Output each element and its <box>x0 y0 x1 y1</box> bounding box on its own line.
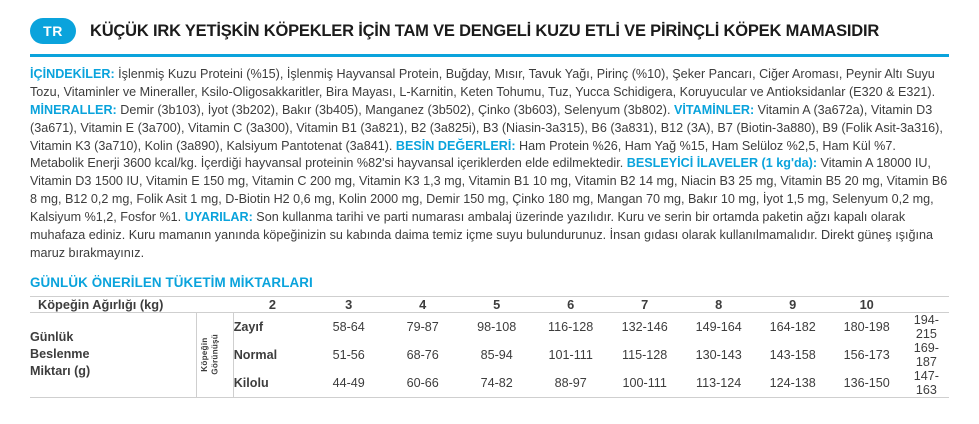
cell-1-0: 51-56 <box>332 347 365 362</box>
cell-2-4: 100-111 <box>622 375 667 390</box>
page-title: KÜÇÜK IRK YETİŞKİN KÖPEKLER İÇİN TAM VE DENGELİ KUZU ETLİ VE PİRİNÇLİ KÖPEK MAMASIDIR <box>90 21 880 40</box>
cell-0-0: 58-64 <box>332 319 365 334</box>
ingredients-paragraph: İÇİNDEKİLER: İşlenmiş Kuzu Proteini (%15), İşlenmiş Hayvansal Protein, Buğday, Mısır, Tavuk Yağı, Pirinç (%10), Şeker Pancarı, Ciğer Aroması, Peynir Altı Suyu Tozu, Vitaminler ve Mineraller, Ksilo-Oligosakkaritler, Bira Mayası, L-Karnitin, Keten Tohumu, Tuz, Yucca Schidigera, Koruyucular ve Antioksidanlar (E320 & E321). MİNERALLER: Demir (3b103), İyot (3b202), Bakır (3b405), Manganez (3b502), Çinko (3b603), Selenyum (3b802). VİTAMİNLER: Vitamin A (3a672a), Vitamin D3 (3a671), Vitamin E (3a700), Vitamin C (3a300), Vitamin B1 (3a821), B2 (3a825i), B3 (Niasin-3a315), B6 (3a831), B12 (3A), B7 (Biotin-3a880), B9 (Folik Asit-3a316), Vitamin K3 (3a710), Kolin (3a890), Kalsiyum Pantotenat (3a841). BESİN DEĞERLERİ: Ham Protein %26, Ham Yağ %15, Ham Selüloz %2,5, Ham Kül %7. Metabolik Enerji 3600 kcal/kg. İçerdiği hayvansal proteinin %82'si hayvansal içeriklerden elde edilmektedir. BESLEYİCİ İLAVELER (1 kg'da): Vitamin A 18000 IU, Vitamin D3 1500 IU, Vitamin E 150 mg, Vitamin C 200 mg, Vitamin K3 1,3 mg, Vitamin B1 10 mg, Vitamin B2 14 mg, Niacin B3 25 mg, Vitamin B5 20 mg, Vitamin B6 8 mg, B12 0,2 mg, Folik Asit 1 mg, D-Biotin H2 0,6 mg, Kolin 2000 mg, Demir 150 mg, Çinko 180 mg, Mangan 70 mg, Bakır 10 mg, İyot 1,5 mg, Selenyum 0,2 mg, Kalsiyum %1,2, Fosfor %1. UYARILAR: Son kullanma tarihi ve parti numarası ambalaj üzerinde yazılıdır. Kuru ve serin bir ortamda paketin ağzı kapalı olarak muhafaza ediniz. Kuru mamanın yanında köpeğinizin su kabında daima temiz içme suyu bulundurunuz. İnsan gıdası olarak kullanılmamalıdır. Direkt güneş ışığına maruz bırakmayınız. <box>30 67 948 260</box>
table-header-row <box>30 296 949 312</box>
cell-0-8: 194-215 <box>913 312 939 341</box>
cell-2-1: 60-66 <box>406 375 439 390</box>
cell-1-7: 156-173 <box>843 347 890 362</box>
dog-condition-vertical-label <box>196 312 233 397</box>
weight-header-2: 4 <box>419 296 427 312</box>
dog-condition-vertical-text <box>200 334 221 375</box>
cell-1-6: 143-158 <box>769 347 816 362</box>
row-category-1: Normal <box>233 347 278 362</box>
cell-1-3: 101-111 <box>548 347 593 362</box>
weight-header-label: Köpeğin Ağırlığı (kg) <box>38 296 164 312</box>
weight-header-5: 7 <box>641 296 649 312</box>
daily-amount-line-1: Günlük <box>30 329 74 344</box>
cell-2-0: 44-49 <box>332 375 365 390</box>
cell-2-8: 147-163 <box>913 368 939 397</box>
table-row <box>30 312 949 341</box>
cell-0-7: 180-198 <box>843 319 890 334</box>
weight-header-4: 6 <box>567 296 575 312</box>
cell-0-4: 132-146 <box>621 319 668 334</box>
cell-2-6: 124-138 <box>769 375 816 390</box>
cell-0-3: 116-128 <box>548 319 594 334</box>
daily-amount-label <box>30 312 196 397</box>
cell-0-5: 149-164 <box>695 319 742 334</box>
daily-amount-line-3: Miktarı (g) <box>30 364 91 379</box>
weight-header-0: 2 <box>268 296 276 312</box>
cell-2-7: 136-150 <box>843 375 890 390</box>
cell-1-8: 169-187 <box>913 340 939 369</box>
feeding-section-title: GÜNLÜK ÖNERİLEN TÜKETİM MİKTARLARI <box>30 274 313 290</box>
cell-2-2: 74-82 <box>480 375 513 390</box>
row-category-2: Kilolu <box>233 375 269 390</box>
row-category-0: Zayıf <box>233 319 264 334</box>
cell-0-1: 79-87 <box>406 319 439 334</box>
vertical-label-line-1: Köpeğin <box>199 337 209 372</box>
cell-0-6: 164-182 <box>769 319 816 334</box>
cell-0-2: 98-108 <box>477 319 517 334</box>
cell-1-4: 115-128 <box>622 347 668 362</box>
cell-1-2: 85-94 <box>480 347 513 362</box>
feeding-table <box>30 296 949 398</box>
cell-1-5: 130-143 <box>695 347 742 362</box>
daily-amount-line-2: Beslenme <box>30 346 90 361</box>
weight-header-1: 3 <box>345 296 353 312</box>
weight-header-6: 8 <box>715 296 723 312</box>
weight-header-8b: 10 <box>859 296 874 312</box>
header <box>30 18 949 52</box>
language-badge: TR <box>30 18 76 44</box>
header-divider <box>30 54 949 57</box>
cell-2-3: 88-97 <box>554 375 587 390</box>
weight-header-3: 5 <box>493 296 501 312</box>
cell-1-1: 68-76 <box>406 347 439 362</box>
weight-header-7: 9 <box>789 296 797 312</box>
vertical-label-line-2: Görünüşü <box>209 334 219 375</box>
cell-2-5: 113-124 <box>696 375 742 390</box>
